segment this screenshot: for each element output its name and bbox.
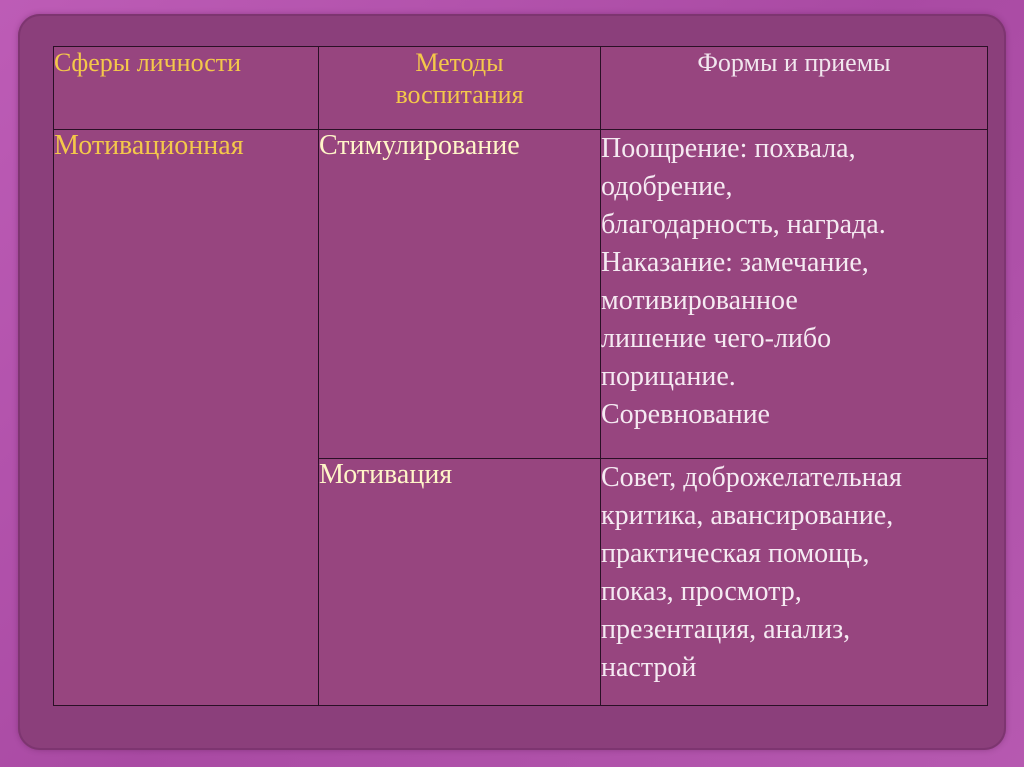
forms-cell-motivation: [601, 459, 988, 706]
table-row: [54, 130, 988, 459]
forms-line: Соревнование: [601, 399, 770, 430]
forms-line: Совет, доброжелательная: [601, 462, 902, 493]
forms-line: критика, авансирование,: [601, 500, 894, 531]
sphere-cell: Мотивационная: [54, 130, 319, 706]
forms-line: Наказание: замечание,: [601, 247, 869, 278]
header-forms: Формы и приемы: [601, 47, 988, 130]
methods-table: [53, 46, 988, 706]
forms-line: презентация, анализ,: [601, 614, 851, 645]
method-cell-motivation: Мотивация: [319, 459, 601, 706]
forms-line: показ, просмотр,: [601, 576, 802, 607]
forms-line: Поощрение: похвала,: [601, 133, 856, 164]
forms-line: практическая помощь,: [601, 538, 870, 569]
forms-line: настрой: [601, 652, 697, 683]
forms-line: одобрение,: [601, 171, 733, 202]
forms-cell-stimulation: [601, 130, 988, 459]
header-methods-line2: воспитания: [395, 80, 524, 109]
forms-line: мотивированное: [601, 285, 798, 316]
forms-line: лишение чего-либо: [601, 323, 832, 354]
forms-line: благодарность, награда.: [601, 209, 886, 240]
table-header-row: [54, 47, 988, 130]
header-methods: [319, 47, 601, 130]
header-spheres: Сферы личности: [54, 47, 319, 130]
header-methods-line1: Методы: [415, 48, 504, 77]
method-cell-stimulation: Стимулирование: [319, 130, 601, 459]
forms-line: порицание.: [601, 361, 736, 392]
